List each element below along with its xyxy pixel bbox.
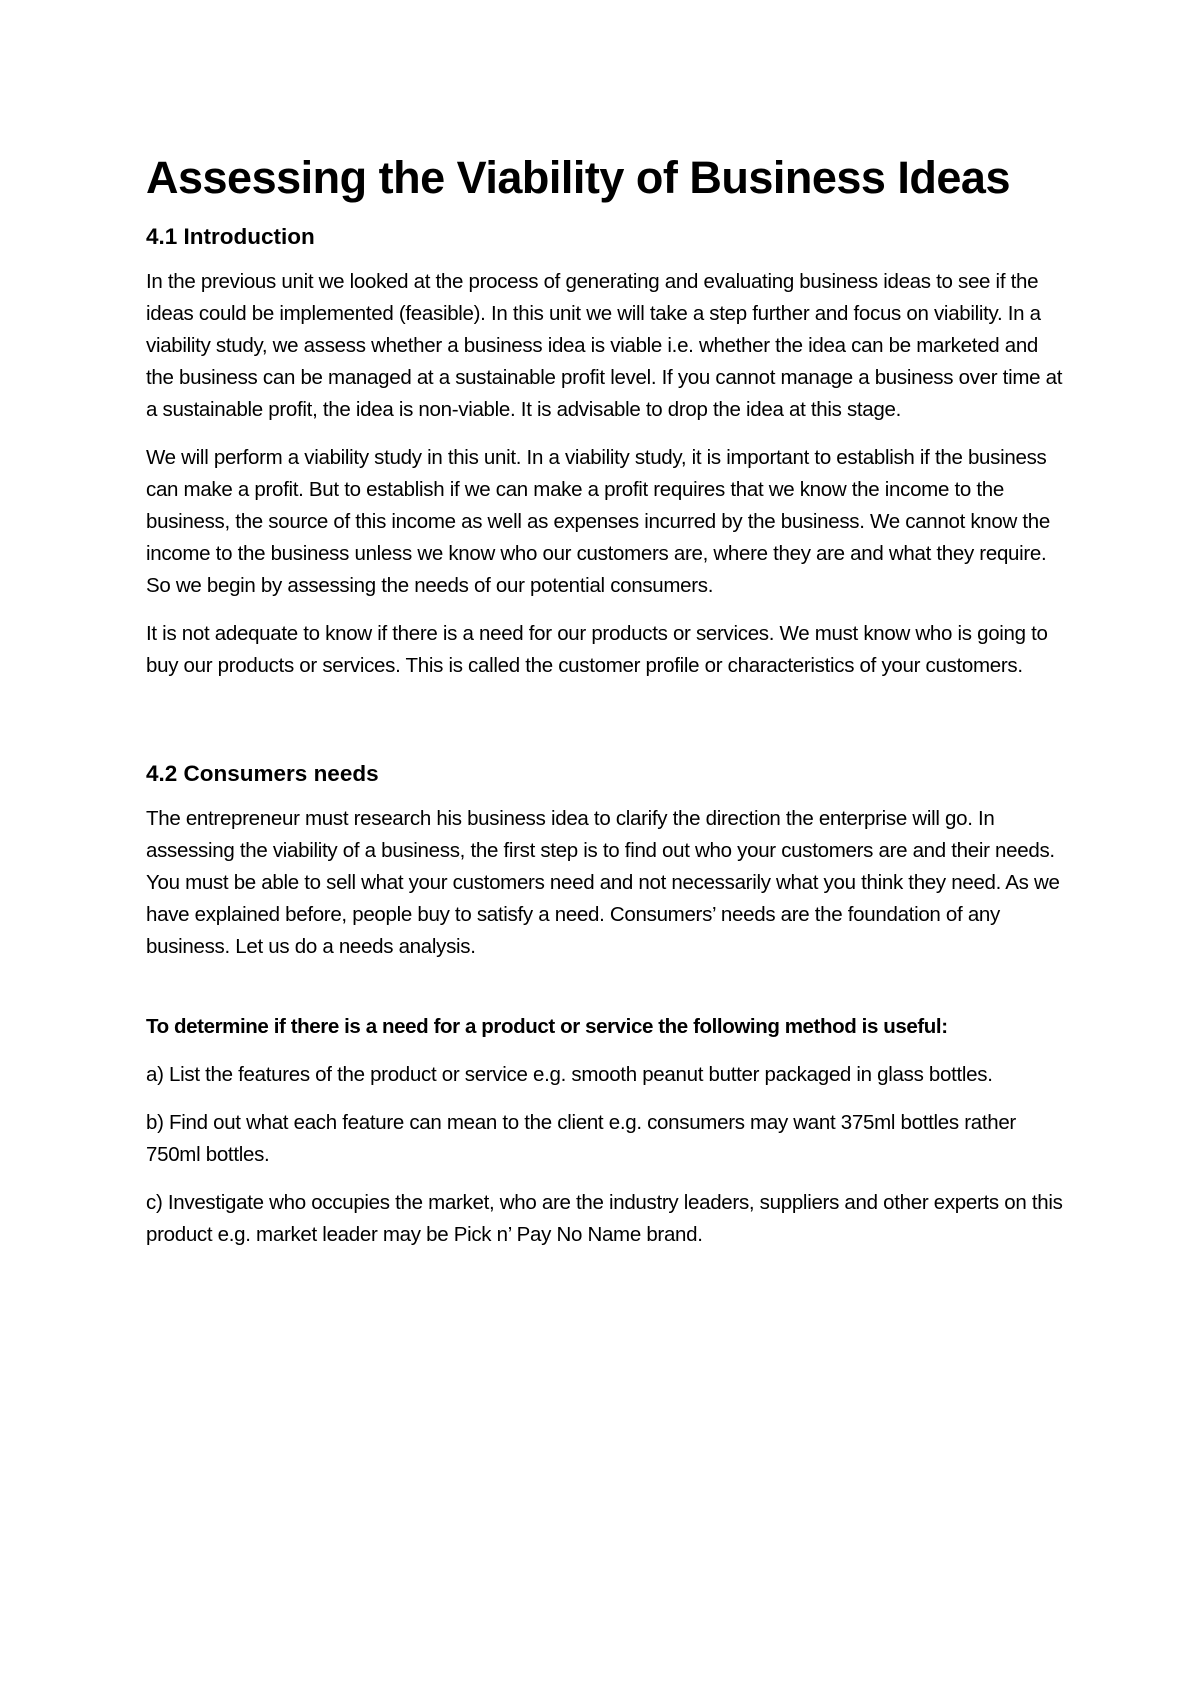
method-step-c: c) Investigate who occupies the market, who are the industry leaders, suppliers and other experts on this product e.g. market leader may be Pick n’ Pay No Name brand. bbox=[146, 1191, 1063, 1246]
section-heading-consumers-needs: 4.2 Consumers needs bbox=[146, 761, 379, 786]
intro-paragraph-1: In the previous unit we looked at the process of generating and evaluating business ideas to see if the ideas could be implemented (feasible). In this unit we will take a step further and focus on viability. In a viability study, we assess whether a business idea is viable i.e. whether the idea can be marketed and the business can be managed at a sustainable profit level. If you cannot manage a business over time at a sustainable profit, the idea is non-viable. It is advisable to drop the idea at this stage. bbox=[146, 270, 1063, 421]
consumers-paragraph-1: The entrepreneur must research his business idea to clarify the direction the enterprise will go. In assessing the viability of a business, the first step is to find out who your customers are and their needs. You must be able to sell what your customers need and not necessarily what you think they need. As we have explained before, people buy to satisfy a need. Consumers’ needs are the foundation of any business. Let us do a needs analysis. bbox=[146, 807, 1060, 958]
method-step-a: a) List the features of the product or service e.g. smooth peanut butter packaged in glass bottles. bbox=[146, 1063, 993, 1086]
method-intro: To determine if there is a need for a product or service the following method is useful: bbox=[146, 1015, 948, 1038]
method-step-b: b) Find out what each feature can mean to the client e.g. consumers may want 375ml bottles rather 750ml bottles. bbox=[146, 1111, 1016, 1166]
intro-paragraph-2: We will perform a viability study in this unit. In a viability study, it is important to establish if the business can make a profit. But to establish if we can make a profit requires that we know the income to the business, the source of this income as well as expenses incurred by the business. We cannot know the income to the business unless we know who our customers are, where they are and what they require. So we begin by assessing the needs of our potential consumers. bbox=[146, 446, 1051, 597]
document-title: Assessing the Viability of Business Ideas bbox=[146, 152, 1010, 203]
intro-paragraph-3: It is not adequate to know if there is a need for our products or services. We must know who is going to buy our products or services. This is called the customer profile or characteristics of your customers. bbox=[146, 622, 1048, 677]
section-heading-introduction: 4.1 Introduction bbox=[146, 224, 315, 249]
document-body bbox=[146, 150, 1066, 1251]
